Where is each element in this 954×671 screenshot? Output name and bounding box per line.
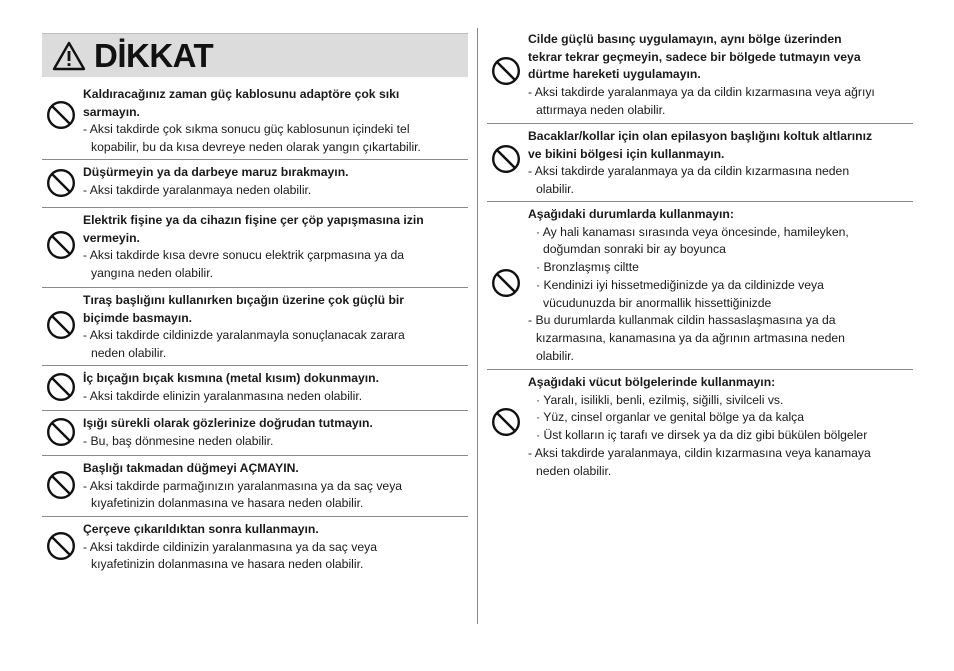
bullet-item: · Ay hali kanaması sırasında veya öncesinde, hamileyken, <box>536 224 849 239</box>
item-detail: attırmaya neden olabilir. <box>536 102 666 117</box>
caution-item <box>487 123 913 201</box>
item-title: Işığı sürekli olarak gözlerinize doğrudan tutmayın. <box>83 416 373 430</box>
item-title: Aşağıdaki vücut bölgelerinde kullanmayın: <box>528 375 776 389</box>
caution-item <box>487 31 913 123</box>
right-column <box>487 31 913 489</box>
caution-item <box>42 287 468 365</box>
item-detail: - Aksi takdirde cildinizin yaralanmasına ya da saç veya <box>83 539 377 554</box>
item-title: sarmayın. <box>83 104 140 119</box>
bullet-item: · Yüz, cinsel organlar ve genital bölge ya da kalça <box>536 410 805 425</box>
item-title: dürtme hareketi uygulamayın. <box>528 67 701 82</box>
bullet-item: · Kendinizi iyi hissetmediğinizde ya da cildinizde veya <box>536 277 824 292</box>
item-title: Cilde güçlü basınç uygulamayın, aynı bölge üzerinden <box>528 32 842 46</box>
item-detail: - Bu, baş dönmesine neden olabilir. <box>83 433 274 448</box>
prohibition-icon <box>491 144 521 174</box>
item-title: İç bıçağın bıçak kısmına (metal kısım) dokunmayın. <box>83 371 379 385</box>
item-detail: - Aksi takdirde cildinizde yaralanmayla sonuçlanacak zarara <box>83 328 405 343</box>
item-detail: - Aksi takdirde yaralanmaya, cildin kızarmasına veya kanamaya <box>528 445 871 460</box>
item-title: Aşağıdaki durumlarda kullanmayın: <box>528 207 734 221</box>
prohibition-icon <box>46 168 76 198</box>
bullet-item: doğumdan sonraki bir ay boyunca <box>543 242 726 257</box>
item-title: Tıraş başlığını kullanırken bıçağın üzerine çok güçlü bir <box>83 293 405 307</box>
item-detail: olabilir. <box>536 348 574 363</box>
prohibition-icon <box>491 56 521 86</box>
item-detail: - Bu durumlarda kullanmak cildin hassaslaşmasına ya da <box>528 313 836 328</box>
item-title: Çerçeve çıkarıldıktan sonra kullanmayın. <box>83 522 319 536</box>
prohibition-icon <box>46 470 76 500</box>
item-detail: kızarmasına, kanamasına ya da ağrının artmasına neden <box>536 330 845 345</box>
caution-item <box>487 369 913 489</box>
caution-title: DİKKAT <box>94 36 214 74</box>
item-title: ve bikini bölgesi için kullanmayın. <box>528 146 725 161</box>
item-title: Başlığı takmadan düğmeyi AÇMAYIN. <box>83 461 299 475</box>
caution-item <box>42 77 468 159</box>
item-detail: neden olabilir. <box>91 346 167 361</box>
caution-item <box>42 410 468 455</box>
caution-item <box>42 455 468 516</box>
item-detail: kopabilir, bu da kısa devreye neden olarak yangın çıkartabilir. <box>91 140 421 155</box>
prohibition-icon <box>46 372 76 402</box>
item-detail: - Aksi takdirde yaralanmaya ya da cildin kızarmasına veya ağrıyı <box>528 85 875 100</box>
item-detail: - Aksi takdirde yaralanmaya ya da cildin kızarmasına neden <box>528 164 850 179</box>
item-detail: yangına neden olabilir. <box>91 266 213 281</box>
bullet-item: · Bronzlaşmış ciltte <box>536 260 639 275</box>
prohibition-icon <box>46 100 76 130</box>
caution-item <box>42 365 468 410</box>
prohibition-icon <box>46 230 76 260</box>
item-detail: olabilir. <box>536 182 574 197</box>
caution-item <box>42 207 468 287</box>
item-title: biçimde basmayın. <box>83 310 193 325</box>
item-title: vermeyin. <box>83 230 140 245</box>
prohibition-icon <box>491 268 521 298</box>
prohibition-icon <box>46 310 76 340</box>
item-detail: kıyafetinizin dolanmasına ve hasara neden olabilir. <box>91 496 364 511</box>
item-title: Kaldıracağınız zaman güç kablosunu adaptöre çok sıkı <box>83 87 400 101</box>
item-title: tekrar tekrar geçmeyin, sadece bir bölgede tutmayın veya <box>528 49 861 64</box>
item-title: Bacaklar/kollar için olan epilasyon başlığını koltuk altlarınız <box>528 129 873 143</box>
item-detail: neden olabilir. <box>536 463 612 478</box>
item-detail: kıyafetinizin dolanmasına ve hasara neden olabilir. <box>91 557 364 572</box>
bullet-item: · Yaralı, isilikli, benli, ezilmiş, siğilli, sivilceli vs. <box>536 392 784 407</box>
item-detail: - Aksi takdirde çok sıkma sonucu güç kablosunun içindeki tel <box>83 122 410 137</box>
prohibition-icon <box>46 531 76 561</box>
column-divider <box>477 28 478 624</box>
item-detail: - Aksi takdirde elinizin yaralanmasına neden olabilir. <box>83 388 363 403</box>
item-title: Elektrik fişine ya da cihazın fişine çer çöp yapışmasına izin <box>83 213 424 227</box>
item-detail: - Aksi takdirde kısa devre sonucu elektrik çarpmasına ya da <box>83 248 405 263</box>
caution-item <box>487 201 913 369</box>
warning-triangle-icon <box>52 41 86 71</box>
bullet-item: · Üst kolların iç tarafı ve dirsek ya da diz gibi bükülen bölgeler <box>536 428 868 443</box>
prohibition-icon <box>46 417 76 447</box>
caution-item <box>42 159 468 207</box>
bullet-item: vücudunuzda bir anormallik hissettiğinizde <box>543 295 772 310</box>
left-column <box>42 33 468 578</box>
item-detail: - Aksi takdirde parmağınızın yaralanmasına ya da saç veya <box>83 478 403 493</box>
prohibition-icon <box>491 407 521 437</box>
item-detail: - Aksi takdirde yaralanmaya neden olabilir. <box>83 182 312 197</box>
caution-header <box>42 33 468 77</box>
caution-item <box>42 516 468 578</box>
item-title: Düşürmeyin ya da darbeye maruz bırakmayın. <box>83 165 349 179</box>
